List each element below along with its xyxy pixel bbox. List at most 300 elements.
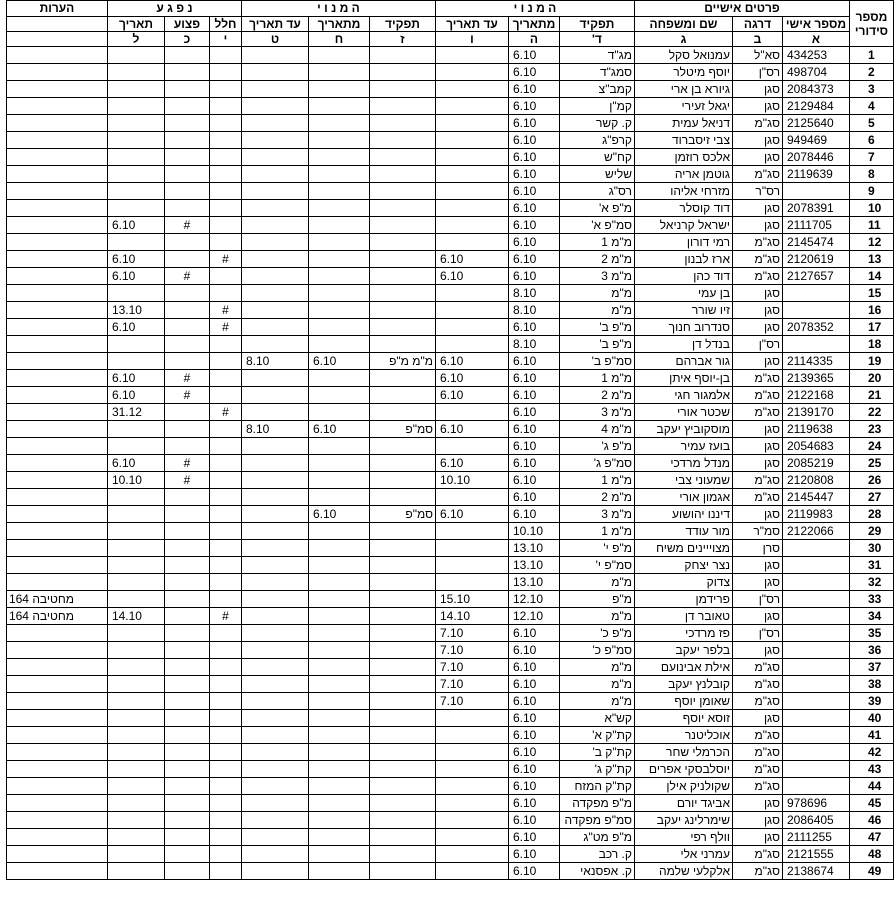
wounded-mark — [164, 693, 209, 710]
header-letter: ה — [508, 32, 559, 47]
role-cell: רס"ג — [559, 183, 634, 200]
to-date-cell — [435, 132, 508, 149]
from-date-cell: 6.10 — [508, 812, 559, 829]
note-cell — [6, 81, 107, 98]
name-cell: בועז עמיר — [634, 438, 732, 455]
note-cell — [6, 200, 107, 217]
role-2-cell — [369, 268, 435, 285]
name-cell: עמנואל סקל — [634, 47, 732, 64]
to-date-2-cell — [241, 676, 308, 693]
killed-mark — [209, 642, 241, 659]
table-row — [6, 676, 893, 693]
name-cell: מנדל מרדכי — [634, 455, 732, 472]
rank-cell: סג"מ — [733, 404, 783, 421]
serial-number: 33 — [850, 591, 894, 608]
header-letter: י — [209, 32, 241, 47]
to-date-cell — [435, 149, 508, 166]
casualty-date-cell — [107, 183, 164, 200]
casualty-date-cell — [107, 557, 164, 574]
role-2-cell — [369, 47, 435, 64]
killed-mark — [209, 370, 241, 387]
to-date-2-cell — [241, 370, 308, 387]
from-date-2-cell — [308, 693, 369, 710]
rank-cell: סגן — [733, 829, 783, 846]
casualty-date-cell: 6.10 — [107, 370, 164, 387]
role-2-cell — [369, 200, 435, 217]
name-cell: אגמון אורי — [634, 489, 732, 506]
killed-mark — [209, 489, 241, 506]
role-cell: מ"פ — [559, 591, 634, 608]
casualty-date-cell — [107, 676, 164, 693]
role-cell: מ"מ — [559, 659, 634, 676]
casualty-date-cell — [107, 200, 164, 217]
to-date-cell — [435, 47, 508, 64]
killed-mark — [209, 778, 241, 795]
serial-number: 3 — [850, 81, 894, 98]
table-row — [6, 149, 893, 166]
to-date-cell — [435, 557, 508, 574]
from-date-2-cell — [308, 64, 369, 81]
header-group-assignment-2: ה מ נ ו י — [241, 1, 435, 17]
wounded-mark — [164, 336, 209, 353]
role-2-cell — [369, 846, 435, 863]
to-date-cell — [435, 319, 508, 336]
table-row — [6, 625, 893, 642]
name-cell: מוסקוביץ יעקב — [634, 421, 732, 438]
from-date-cell: 8.10 — [508, 336, 559, 353]
note-cell — [6, 761, 107, 778]
name-cell: בלפר יעקב — [634, 642, 732, 659]
role-cell: קש"א — [559, 710, 634, 727]
to-date-2-cell — [241, 659, 308, 676]
name-cell: בן עמי — [634, 285, 732, 302]
role-2-cell: סמ"פ — [369, 506, 435, 523]
from-date-2-cell — [308, 676, 369, 693]
serial-number: 30 — [850, 540, 894, 557]
killed-mark — [209, 727, 241, 744]
serial-number: 25 — [850, 455, 894, 472]
note-cell — [6, 710, 107, 727]
note-cell — [6, 846, 107, 863]
role-cell: מ"מ 4 — [559, 421, 634, 438]
from-date-cell: 6.10 — [508, 506, 559, 523]
from-date-cell: 6.10 — [508, 438, 559, 455]
table-row — [6, 659, 893, 676]
casualty-date-cell — [107, 829, 164, 846]
to-date-2-cell — [241, 183, 308, 200]
to-date-cell: 6.10 — [435, 421, 508, 438]
table-row — [6, 47, 893, 64]
to-date-2-cell — [241, 625, 308, 642]
from-date-cell: 6.10 — [508, 710, 559, 727]
casualty-date-cell: 6.10 — [107, 319, 164, 336]
serial-number: 13 — [850, 251, 894, 268]
roster-table — [6, 0, 894, 880]
from-date-2-cell — [308, 557, 369, 574]
note-cell — [6, 387, 107, 404]
casualty-date-cell: 6.10 — [107, 455, 164, 472]
table-row — [6, 268, 893, 285]
to-date-2-cell — [241, 64, 308, 81]
from-date-2-cell — [308, 438, 369, 455]
header-letter: א — [783, 32, 850, 47]
role-2-cell — [369, 285, 435, 302]
role-cell: מ"פ א' — [559, 200, 634, 217]
note-cell — [6, 115, 107, 132]
role-2-cell — [369, 234, 435, 251]
table-row — [6, 404, 893, 421]
note-cell — [6, 132, 107, 149]
to-date-cell — [435, 217, 508, 234]
table-row — [6, 540, 893, 557]
name-cell: וולף רפי — [634, 829, 732, 846]
personal-number-cell — [783, 336, 850, 353]
casualty-date-cell — [107, 98, 164, 115]
casualty-date-cell: 6.10 — [107, 251, 164, 268]
personal-number-cell: 2120619 — [783, 251, 850, 268]
header-letter: ג — [634, 32, 732, 47]
casualty-date-cell — [107, 574, 164, 591]
to-date-cell — [435, 166, 508, 183]
note-cell — [6, 506, 107, 523]
serial-number: 17 — [850, 319, 894, 336]
role-cell: סמ"פ ג' — [559, 455, 634, 472]
role-2-cell — [369, 387, 435, 404]
serial-number: 7 — [850, 149, 894, 166]
role-2-cell — [369, 574, 435, 591]
role-2-cell — [369, 98, 435, 115]
rank-cell: סגן — [733, 319, 783, 336]
from-date-cell: 6.10 — [508, 744, 559, 761]
from-date-cell: 6.10 — [508, 234, 559, 251]
from-date-2-cell — [308, 489, 369, 506]
from-date-cell: 13.10 — [508, 557, 559, 574]
killed-mark — [209, 234, 241, 251]
from-date-cell: 6.10 — [508, 761, 559, 778]
to-date-2-cell — [241, 489, 308, 506]
personal-number-cell: 2078391 — [783, 200, 850, 217]
role-2-cell — [369, 710, 435, 727]
name-cell: צדוק — [634, 574, 732, 591]
role-2-cell: סמ"פ — [369, 421, 435, 438]
name-cell: שקולניק אילן — [634, 778, 732, 795]
table-row — [6, 744, 893, 761]
role-cell: מ"מ 1 — [559, 234, 634, 251]
name-cell: פרידמן — [634, 591, 732, 608]
serial-number: 24 — [850, 438, 894, 455]
table-row — [6, 336, 893, 353]
rank-cell: סג"מ — [733, 778, 783, 795]
wounded-mark — [164, 489, 209, 506]
role-2-cell — [369, 370, 435, 387]
role-cell: מ"מ — [559, 608, 634, 625]
from-date-2-cell — [308, 200, 369, 217]
from-date-cell: 8.10 — [508, 285, 559, 302]
personal-number-cell: 2078352 — [783, 319, 850, 336]
header-serial: מספר סידורי — [850, 1, 894, 47]
casualty-date-cell — [107, 659, 164, 676]
table-row — [6, 302, 893, 319]
to-date-2-cell — [241, 778, 308, 795]
header-killed: חלל — [209, 17, 241, 32]
name-cell: סנדרוב חנוך — [634, 319, 732, 336]
role-2-cell — [369, 183, 435, 200]
header-rank: דרגה — [733, 17, 783, 32]
personal-number-cell: 2085219 — [783, 455, 850, 472]
rank-cell: סג"מ — [733, 676, 783, 693]
to-date-cell — [435, 438, 508, 455]
killed-mark — [209, 676, 241, 693]
to-date-cell — [435, 829, 508, 846]
serial-number: 4 — [850, 98, 894, 115]
wounded-mark — [164, 846, 209, 863]
killed-mark — [209, 795, 241, 812]
from-date-2-cell — [308, 81, 369, 98]
name-cell: הכרמלי שחר — [634, 744, 732, 761]
from-date-2-cell — [308, 608, 369, 625]
role-cell: קמב"צ — [559, 81, 634, 98]
role-2-cell — [369, 166, 435, 183]
personal-number-cell: 2120808 — [783, 472, 850, 489]
role-2-cell — [369, 319, 435, 336]
note-cell — [6, 744, 107, 761]
name-cell: דיננו יהושוע — [634, 506, 732, 523]
from-date-cell: 6.10 — [508, 659, 559, 676]
from-date-cell: 6.10 — [508, 846, 559, 863]
rank-cell: סגן — [733, 149, 783, 166]
role-cell: ק. קשר — [559, 115, 634, 132]
role-2-cell — [369, 625, 435, 642]
rank-cell: סמ"ר — [733, 523, 783, 540]
to-date-2-cell — [241, 557, 308, 574]
personal-number-cell: 2127657 — [783, 268, 850, 285]
name-cell: שכטר אורי — [634, 404, 732, 421]
wounded-mark — [164, 47, 209, 64]
note-cell — [6, 149, 107, 166]
casualty-date-cell — [107, 795, 164, 812]
killed-mark: # — [209, 319, 241, 336]
serial-number: 27 — [850, 489, 894, 506]
rank-cell: סג"מ — [733, 489, 783, 506]
from-date-cell: 6.10 — [508, 625, 559, 642]
killed-mark — [209, 506, 241, 523]
table-row — [6, 421, 893, 438]
wounded-mark — [164, 591, 209, 608]
wounded-mark: # — [164, 370, 209, 387]
role-2-cell — [369, 812, 435, 829]
role-cell: מ"מ 1 — [559, 472, 634, 489]
wounded-mark — [164, 81, 209, 98]
wounded-mark — [164, 200, 209, 217]
from-date-2-cell — [308, 404, 369, 421]
wounded-mark — [164, 863, 209, 880]
to-date-cell — [435, 64, 508, 81]
role-2-cell — [369, 676, 435, 693]
header-group-personal: פרטים אישיים — [634, 1, 849, 17]
from-date-2-cell — [308, 285, 369, 302]
serial-number: 36 — [850, 642, 894, 659]
table-row — [6, 693, 893, 710]
name-cell: גיורא בן ארי — [634, 81, 732, 98]
header-group-assignment-1: ה מ נ ו י — [435, 1, 634, 17]
from-date-2-cell — [308, 268, 369, 285]
table-row — [6, 506, 893, 523]
to-date-2-cell — [241, 200, 308, 217]
to-date-2-cell — [241, 285, 308, 302]
to-date-cell — [435, 115, 508, 132]
note-cell — [6, 47, 107, 64]
personal-number-cell — [783, 659, 850, 676]
rank-cell: סגן — [733, 608, 783, 625]
name-cell: שימרלינג יעקב — [634, 812, 732, 829]
from-date-2-cell — [308, 217, 369, 234]
to-date-cell — [435, 744, 508, 761]
killed-mark: # — [209, 302, 241, 319]
from-date-cell: 6.10 — [508, 370, 559, 387]
personal-number-cell: 498704 — [783, 64, 850, 81]
to-date-2-cell — [241, 47, 308, 64]
casualty-date-cell — [107, 744, 164, 761]
to-date-2-cell — [241, 523, 308, 540]
note-cell — [6, 98, 107, 115]
killed-mark — [209, 64, 241, 81]
name-cell: פז מרדכי — [634, 625, 732, 642]
to-date-2-cell — [241, 115, 308, 132]
from-date-cell: 6.10 — [508, 251, 559, 268]
name-cell: ישראל קרניאל — [634, 217, 732, 234]
rank-cell: רס"ר — [733, 183, 783, 200]
role-cell: סמ"פ י' — [559, 557, 634, 574]
wounded-mark — [164, 557, 209, 574]
note-cell — [6, 183, 107, 200]
table-row — [6, 761, 893, 778]
personal-number-cell: 2138674 — [783, 863, 850, 880]
killed-mark — [209, 81, 241, 98]
table-row — [6, 812, 893, 829]
personal-number-cell: 2119983 — [783, 506, 850, 523]
personal-number-cell — [783, 285, 850, 302]
casualty-date-cell — [107, 489, 164, 506]
header-row-letters — [6, 32, 893, 47]
from-date-cell: 6.10 — [508, 200, 559, 217]
rank-cell: סג"מ — [733, 234, 783, 251]
table-row — [6, 217, 893, 234]
serial-number: 39 — [850, 693, 894, 710]
killed-mark — [209, 693, 241, 710]
to-date-2-cell — [241, 846, 308, 863]
header-letter-blank — [6, 32, 107, 47]
header-role-2: תפקיד — [369, 17, 435, 32]
rank-cell: סגן — [733, 353, 783, 370]
wounded-mark — [164, 506, 209, 523]
personal-number-cell — [783, 676, 850, 693]
to-date-cell: 7.10 — [435, 676, 508, 693]
note-cell — [6, 472, 107, 489]
serial-number: 35 — [850, 625, 894, 642]
to-date-cell — [435, 540, 508, 557]
serial-number: 47 — [850, 829, 894, 846]
killed-mark — [209, 863, 241, 880]
killed-mark — [209, 336, 241, 353]
role-cell: ק. אפסנאי — [559, 863, 634, 880]
name-cell: יוסלבסקי אפרים — [634, 761, 732, 778]
casualty-date-cell — [107, 591, 164, 608]
table-row — [6, 285, 893, 302]
note-cell — [6, 540, 107, 557]
wounded-mark — [164, 829, 209, 846]
to-date-2-cell — [241, 710, 308, 727]
table-row — [6, 234, 893, 251]
personal-number-cell — [783, 557, 850, 574]
personal-number-cell — [783, 642, 850, 659]
killed-mark — [209, 761, 241, 778]
header-group-casualty: נ פ ג ע — [107, 1, 241, 17]
killed-mark — [209, 455, 241, 472]
rank-cell: סג"מ — [733, 166, 783, 183]
rank-cell: רס"ן — [733, 336, 783, 353]
header-wounded: פצוע — [164, 17, 209, 32]
name-cell: רמי דורון — [634, 234, 732, 251]
wounded-mark — [164, 744, 209, 761]
name-cell: קובלנץ יעקב — [634, 676, 732, 693]
serial-number: 11 — [850, 217, 894, 234]
serial-number: 16 — [850, 302, 894, 319]
wounded-mark — [164, 251, 209, 268]
personal-number-cell: 2084373 — [783, 81, 850, 98]
to-date-cell: 6.10 — [435, 268, 508, 285]
role-2-cell — [369, 557, 435, 574]
note-cell — [6, 557, 107, 574]
to-date-cell: 6.10 — [435, 370, 508, 387]
role-2-cell — [369, 659, 435, 676]
serial-number: 45 — [850, 795, 894, 812]
table-row — [6, 846, 893, 863]
from-date-2-cell: 6.10 — [308, 421, 369, 438]
casualty-date-cell — [107, 285, 164, 302]
role-cell: מג"ד — [559, 47, 634, 64]
serial-number: 5 — [850, 115, 894, 132]
rank-cell: רס"ן — [733, 591, 783, 608]
rank-cell: סגן — [733, 217, 783, 234]
note-cell — [6, 574, 107, 591]
to-date-2-cell — [241, 404, 308, 421]
from-date-cell: 6.10 — [508, 489, 559, 506]
role-2-cell — [369, 217, 435, 234]
name-cell: בנדל דן — [634, 336, 732, 353]
rank-cell: סגן — [733, 710, 783, 727]
rank-cell: סג"מ — [733, 744, 783, 761]
serial-number: 38 — [850, 676, 894, 693]
role-cell: סמ"פ כ' — [559, 642, 634, 659]
casualty-date-cell: 6.10 — [107, 387, 164, 404]
role-cell: מ"מ — [559, 302, 634, 319]
from-date-cell: 6.10 — [508, 387, 559, 404]
to-date-cell: 7.10 — [435, 659, 508, 676]
killed-mark — [209, 166, 241, 183]
to-date-2-cell — [241, 336, 308, 353]
wounded-mark — [164, 438, 209, 455]
note-cell — [6, 404, 107, 421]
wounded-mark: # — [164, 268, 209, 285]
table-row — [6, 166, 893, 183]
from-date-cell: 6.10 — [508, 47, 559, 64]
role-2-cell — [369, 64, 435, 81]
to-date-cell — [435, 200, 508, 217]
casualty-date-cell: 6.10 — [107, 268, 164, 285]
from-date-cell: 6.10 — [508, 268, 559, 285]
casualty-date-cell — [107, 47, 164, 64]
role-2-cell — [369, 438, 435, 455]
